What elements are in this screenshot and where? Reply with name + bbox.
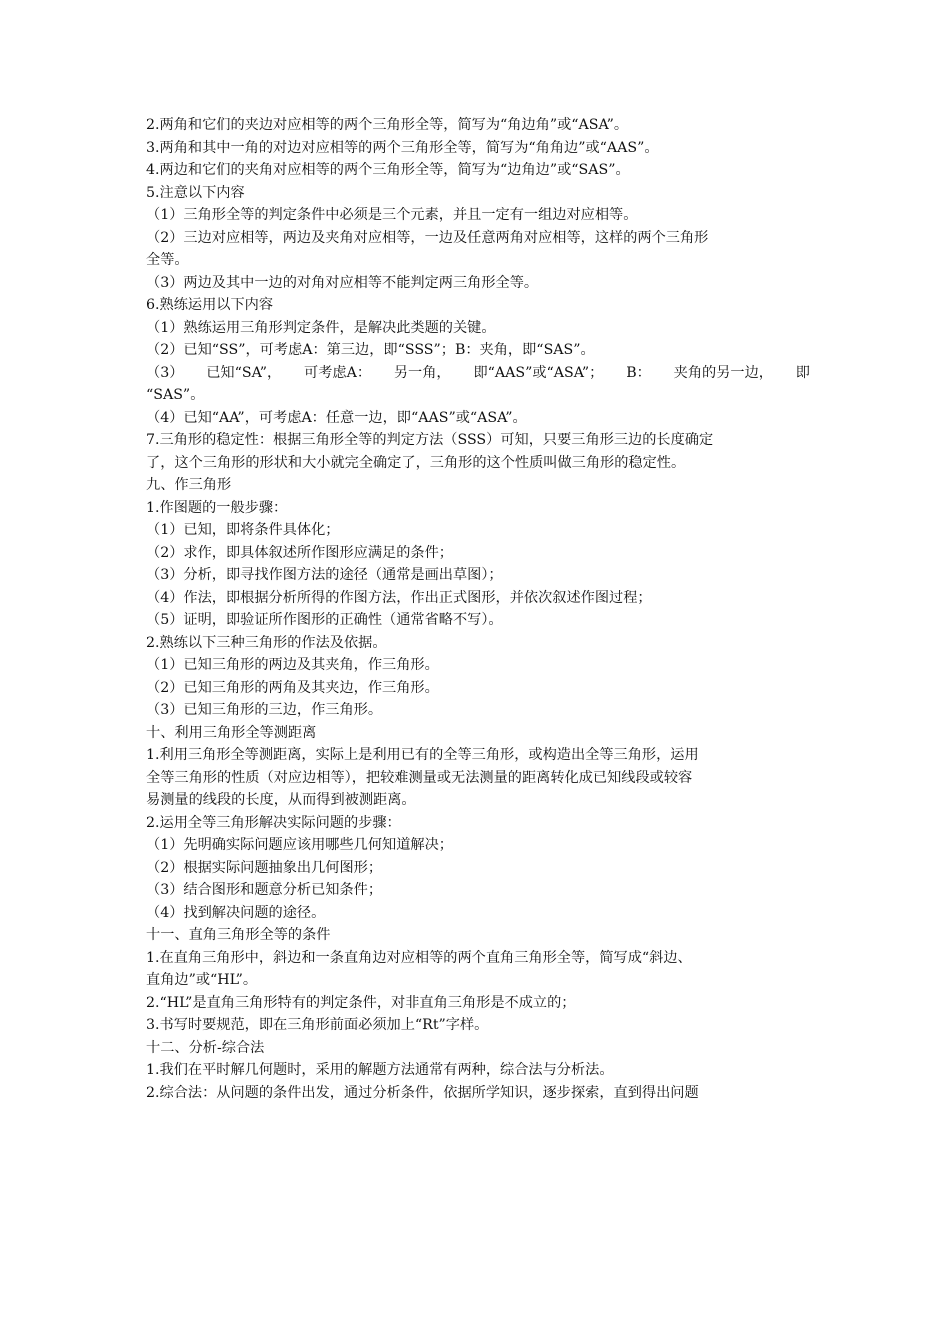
text-line: （1）已知三角形的两边及其夹角，作三角形。 xyxy=(146,657,439,673)
text-line: （4）作法，即根据分析所得的作图方法，作出正式图形，并依次叙述作图过程； xyxy=(146,589,652,606)
text-line: 全等三角形的性质（对应边相等），把较难测量或无法测量的距离转化成已知线段或较容 xyxy=(146,769,693,786)
text-segment: （3） xyxy=(146,364,184,381)
text-line: 5.注意以下内容 xyxy=(146,184,245,201)
text-line: （5）证明，即验证所作图形的正确性（通常省略不写）。 xyxy=(146,612,503,628)
document-page xyxy=(146,114,810,1104)
text-line: 3.两角和其中一角的对边对应相等的两个三角形全等，简写为“角角边”或“AAS”。 xyxy=(146,139,659,156)
text-line: （1）已知，即将条件具体化； xyxy=(146,522,340,538)
text-line: 2.综合法：从问题的条件出发，通过分析条件，依据所学知识，逐步探索，直到得出问题 xyxy=(146,1084,699,1101)
text-line: 直角边”或“HL”。 xyxy=(146,972,258,988)
text-line: （1）先明确实际问题应该用哪些几何知道解决； xyxy=(146,837,453,853)
text-segment: 可考虑A： xyxy=(304,364,372,381)
text-line: 了，这个三角形的形状和大小就完全确定了，三角形的这个性质叫做三角形的稳定性。 xyxy=(146,454,686,471)
text-line: 3.书写时要规范，即在三角形前面必须加上“Rt”字样。 xyxy=(146,1017,489,1033)
text-line: （2）求作，即具体叙述所作图形应满足的条件； xyxy=(146,544,453,561)
text-segment: 即 xyxy=(795,364,810,381)
text-line: （2）已知三角形的两角及其夹边，作三角形。 xyxy=(146,679,439,696)
text-line: 4.两边和它们的夹角对应相等的两个三角形全等，简写为“边角边”或“SAS”。 xyxy=(146,162,630,178)
text-line: 7.三角形的稳定性：根据三角形全等的判定方法（SSS）可知，只要三角形三边的长度确定 xyxy=(146,432,714,448)
text-line: 全等。 xyxy=(146,252,189,268)
text-line: （4）已知“AA”，可考虑A：任意一边，即“AAS”或“ASA”。 xyxy=(146,409,527,426)
text-line: 易测量的线段的长度，从而得到被测距离。 xyxy=(146,792,416,808)
text-line: （1）三角形全等的判定条件中必须是三个元素，并且一定有一组边对应相等。 xyxy=(146,207,638,223)
text-line: 1.我们在平时解几何题时，采用的解题方法通常有两种，综合法与分析法。 xyxy=(146,1062,614,1078)
text-line: 1.作图题的一般步骤： xyxy=(146,499,288,516)
text-segment: B： xyxy=(626,364,651,381)
text-segment: 即“AAS”或“ASA”； xyxy=(473,364,604,381)
text-line: 2.运用全等三角形解决实际问题的步骤： xyxy=(146,814,401,831)
text-line: （4）找到解决问题的途径。 xyxy=(146,904,326,921)
text-line-justified xyxy=(146,362,810,385)
section-heading: 十一、直角三角形全等的条件 xyxy=(146,927,331,943)
text-line: 1.利用三角形全等测距离，实际上是利用已有的全等三角形，或构造出全等三角形，运用 xyxy=(146,747,699,763)
text-line: （3）分析，即寻找作图方法的途径（通常是画出草图）； xyxy=(146,567,503,583)
text-line: （2）已知“SS”，可考虑A：第三边，即“SSS”；B：夹角，即“SAS”。 xyxy=(146,342,595,358)
text-line: （2）三边对应相等，两边及夹角对应相等，一边及任意两角对应相等，这样的两个三角形 xyxy=(146,229,709,246)
text-line: 2.两角和它们的夹边对应相等的两个三角形全等，简写为“角边角”或“ASA”。 xyxy=(146,117,629,133)
text-line: 6.熟练运用以下内容 xyxy=(146,297,274,313)
section-heading: 十二、分析-综合法 xyxy=(146,1039,265,1056)
section-heading: 九、作三角形 xyxy=(146,477,232,493)
text-line: （1）熟练运用三角形判定条件，是解决此类题的关键。 xyxy=(146,319,496,336)
text-segment: 另一角， xyxy=(393,364,451,381)
text-segment: 已知“SA”， xyxy=(206,364,282,381)
text-line: （3）已知三角形的三边，作三角形。 xyxy=(146,702,383,718)
text-segment: 夹角的另一边， xyxy=(673,364,773,381)
text-line: 1.在直角三角形中，斜边和一条直角边对应相等的两个直角三角形全等，简写成“斜边、 xyxy=(146,949,692,966)
text-line: （2）根据实际问题抽象出几何图形； xyxy=(146,859,383,876)
text-line: 2.“HL”是直角三角形特有的判定条件，对非直角三角形是不成立的； xyxy=(146,994,576,1011)
text-line: “SAS”。 xyxy=(146,387,205,403)
section-heading: 十、利用三角形全等测距离 xyxy=(146,724,317,741)
text-line: （3）两边及其中一边的对角对应相等不能判定两三角形全等。 xyxy=(146,274,539,291)
text-line: （3）结合图形和题意分析已知条件； xyxy=(146,882,383,898)
text-line: 2.熟练以下三种三角形的作法及依据。 xyxy=(146,634,387,651)
